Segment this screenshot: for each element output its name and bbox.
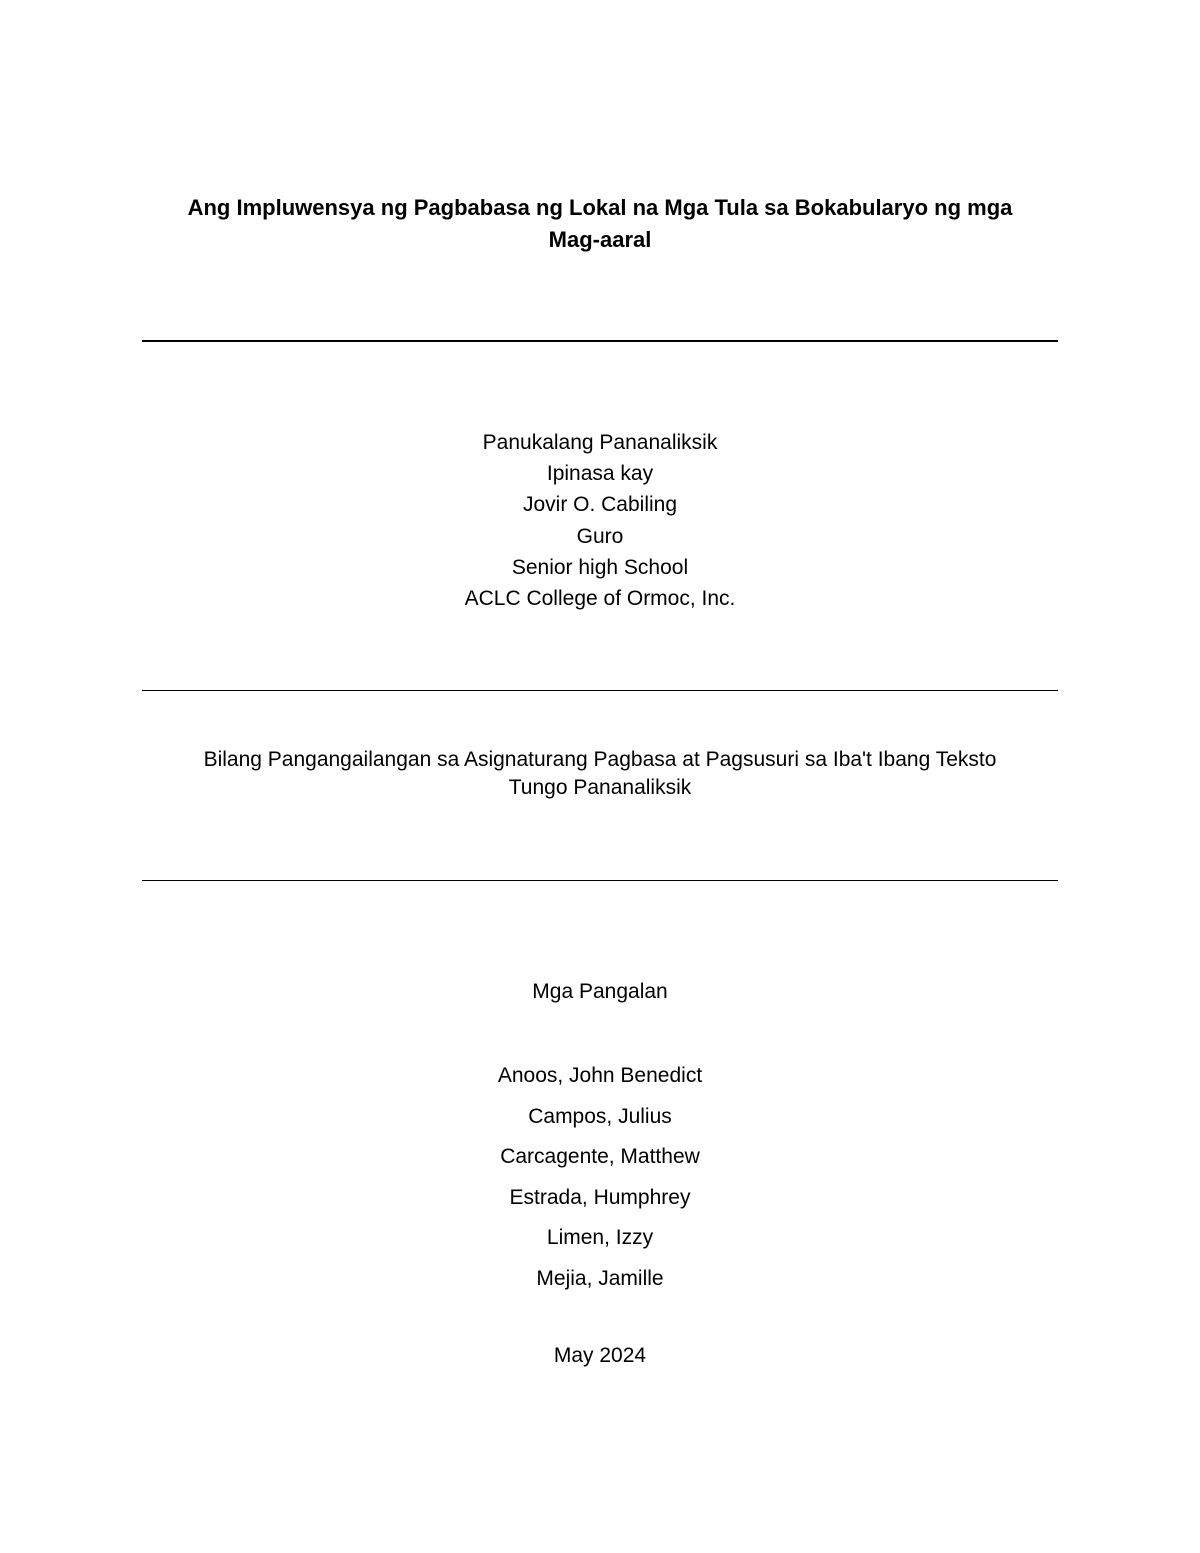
author-name: Limen, Izzy <box>546 1226 654 1249</box>
divider-line-1 <box>142 340 1058 342</box>
paper-type: Panukalang Pananaliksik <box>482 431 718 454</box>
divider-line-3 <box>142 880 1058 881</box>
divider-line-2 <box>142 690 1058 691</box>
author-name: Mejia, Jamille <box>536 1266 664 1290</box>
requirement-line-1: Bilang Pangangailangan sa Asignaturang Pagbasa at Pagsusuri sa Iba't Ibang Teksto <box>203 748 997 771</box>
author-list <box>130 1056 1070 1299</box>
school-name: ACLC College of Ormoc, Inc. <box>464 587 736 611</box>
research-title-line-2: Mag-aaral <box>548 227 652 252</box>
teacher-name: Jovir O. Cabiling <box>522 493 678 517</box>
submitted-to-label: Ipinasa kay <box>546 462 654 486</box>
research-title-line-1: Ang Impluwensya ng Pagbabasa ng Lokal na Mga Tula sa Bokabularyo ng mga <box>187 195 1013 220</box>
department-name: Senior high School <box>511 555 689 579</box>
names-heading: Mga Pangalan <box>532 980 668 1003</box>
requirement-line-2: Tungo Pananaliksik <box>508 776 692 799</box>
author-name: Estrada, Humphrey <box>509 1185 691 1209</box>
submission-date: May 2024 <box>553 1344 647 1367</box>
research-title <box>130 192 1070 256</box>
submission-block <box>130 427 1070 614</box>
author-name: Anoos, John Benedict <box>497 1064 703 1087</box>
author-name: Carcagente, Matthew <box>500 1145 700 1168</box>
requirement-block <box>130 746 1070 802</box>
teacher-role: Guro <box>576 524 624 548</box>
author-name: Campos, Julius <box>528 1104 672 1128</box>
